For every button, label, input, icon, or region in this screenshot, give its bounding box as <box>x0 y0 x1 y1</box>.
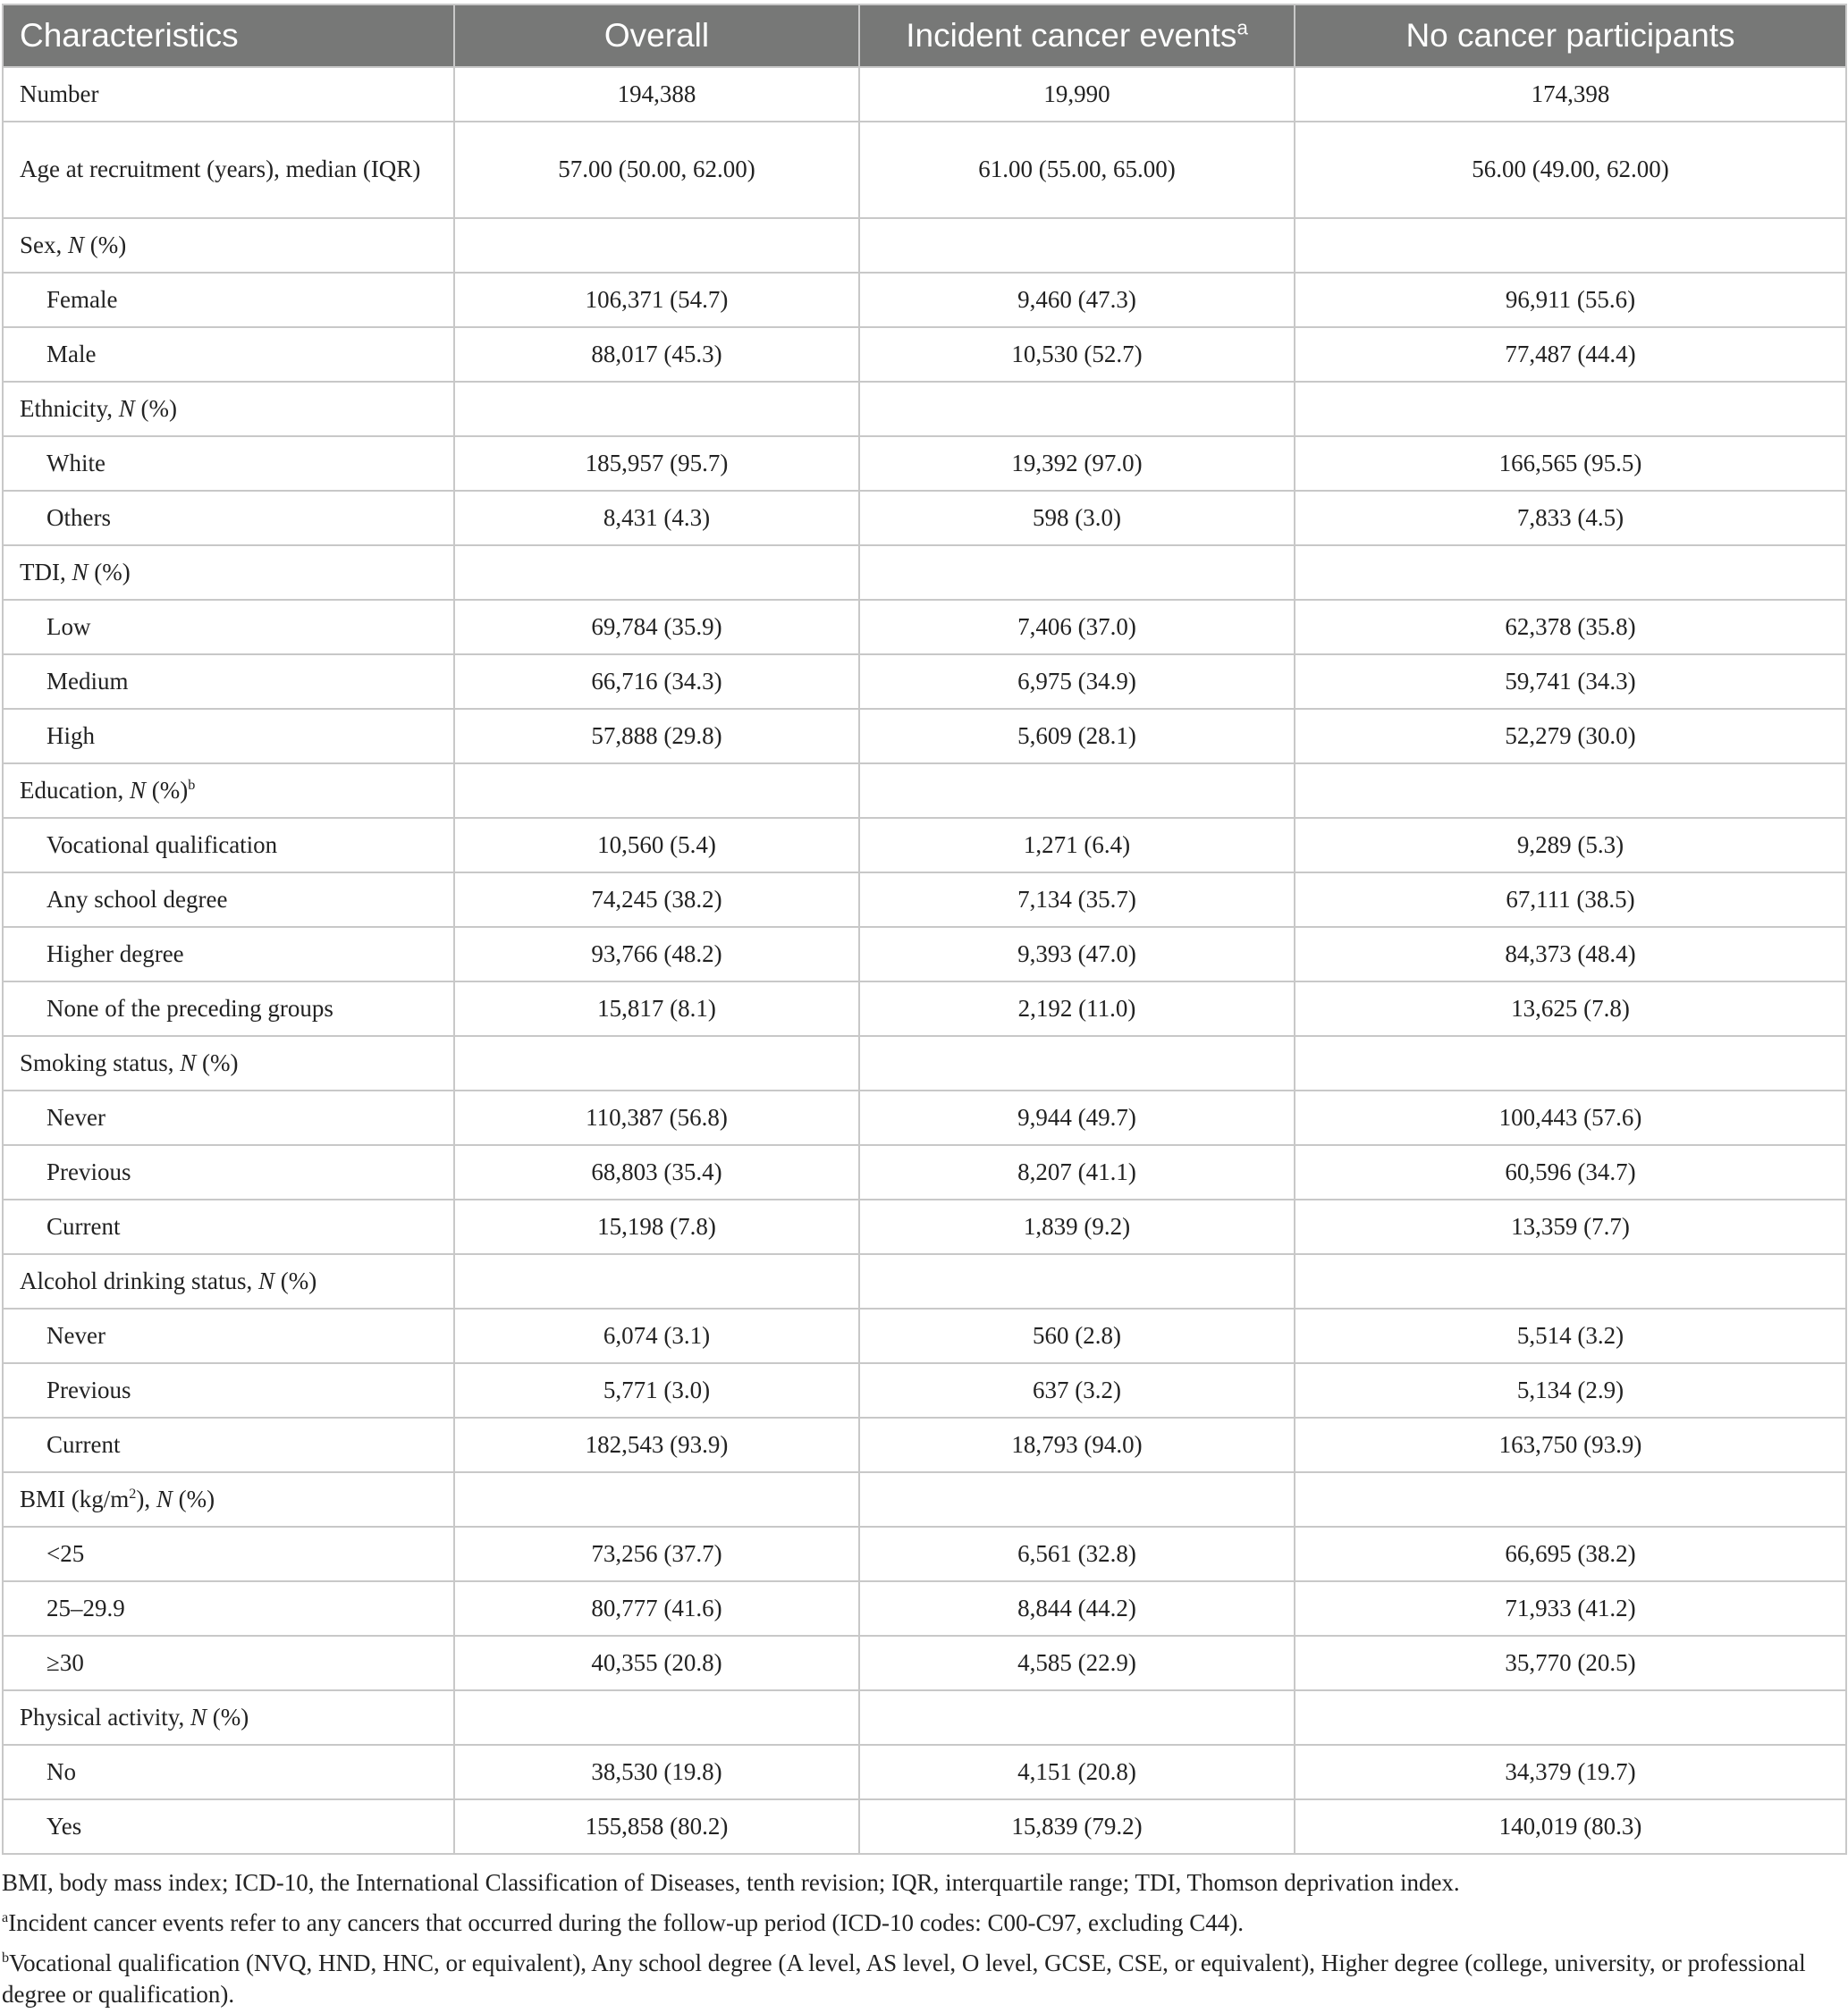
table-footnotes <box>2 1867 1844 2010</box>
cell-overall: 80,777 (41.6) <box>454 1581 859 1636</box>
table-row <box>3 1091 1846 1145</box>
table-row <box>3 818 1846 872</box>
table-row <box>3 1309 1846 1363</box>
table-row <box>3 600 1846 654</box>
cell-no-cancer: 140,019 (80.3) <box>1295 1799 1846 1854</box>
footnote-marker-b: b <box>188 776 196 793</box>
cell-overall: 110,387 (56.8) <box>454 1091 859 1145</box>
cell-incident: 9,460 (47.3) <box>859 273 1295 327</box>
cell-overall: 57.00 (50.00, 62.00) <box>454 122 859 218</box>
row-label: Previous <box>3 1363 454 1418</box>
section-label-sex: Sex, N (%) <box>3 218 454 273</box>
table-row <box>3 67 1846 122</box>
cell-no-cancer: 60,596 (34.7) <box>1295 1145 1846 1200</box>
header-incident-cancer-events <box>859 4 1295 67</box>
row-label: Female <box>3 273 454 327</box>
cell-no-cancer: 71,933 (41.2) <box>1295 1581 1846 1636</box>
cell-incident: 4,585 (22.9) <box>859 1636 1295 1690</box>
table-row <box>3 1200 1846 1254</box>
table-row <box>3 927 1846 981</box>
table-row <box>3 709 1846 763</box>
cell-incident: 4,151 (20.8) <box>859 1745 1295 1799</box>
row-label: Any school degree <box>3 872 454 927</box>
cell-incident: 9,393 (47.0) <box>859 927 1295 981</box>
header-characteristics: Characteristics <box>3 4 454 67</box>
cell-incident: 7,134 (35.7) <box>859 872 1295 927</box>
row-label: ≥30 <box>3 1636 454 1690</box>
table-section-row <box>3 218 1846 273</box>
header-overall: Overall <box>454 4 859 67</box>
cell-incident: 6,975 (34.9) <box>859 654 1295 709</box>
cell-overall: 40,355 (20.8) <box>454 1636 859 1690</box>
section-label-alcohol: Alcohol drinking status, N (%) <box>3 1254 454 1309</box>
cell-no-cancer: 77,487 (44.4) <box>1295 327 1846 382</box>
cell-incident: 1,839 (9.2) <box>859 1200 1295 1254</box>
cell-overall: 74,245 (38.2) <box>454 872 859 927</box>
footnote-marker-a: a <box>1236 16 1248 39</box>
table-row <box>3 1527 1846 1581</box>
row-label: Number <box>3 67 454 122</box>
cell-no-cancer: 174,398 <box>1295 67 1846 122</box>
table-section-row <box>3 763 1846 818</box>
row-label: Never <box>3 1309 454 1363</box>
section-label-physical-activity: Physical activity, N (%) <box>3 1690 454 1745</box>
cell-incident: 18,793 (94.0) <box>859 1418 1295 1472</box>
table-row <box>3 1363 1846 1418</box>
row-label: Others <box>3 491 454 545</box>
table-row <box>3 122 1846 218</box>
cell-incident: 560 (2.8) <box>859 1309 1295 1363</box>
header-no-cancer-participants: No cancer participants <box>1295 4 1846 67</box>
row-label: <25 <box>3 1527 454 1581</box>
table-header-row <box>3 4 1846 67</box>
cell-overall: 5,771 (3.0) <box>454 1363 859 1418</box>
row-label: Previous <box>3 1145 454 1200</box>
section-label-education: Education, N (%)$^b$ <box>3 763 454 818</box>
table-row <box>3 273 1846 327</box>
table-section-row <box>3 1690 1846 1745</box>
cell-overall: 194,388 <box>454 67 859 122</box>
cell-no-cancer: 67,111 (38.5) <box>1295 872 1846 927</box>
cell-incident: 6,561 (32.8) <box>859 1527 1295 1581</box>
cell-incident: 9,944 (49.7) <box>859 1091 1295 1145</box>
row-label: Male <box>3 327 454 382</box>
footnote-b: $^b$Vocational qualification (NVQ, HND, HNC, or equivalent), Any school degree (A level, AS level, O level, GCSE, CSE, or equivalent), Higher degree (college, university, or professional degree or qualification). <box>2 1950 1806 2008</box>
table-row <box>3 1581 1846 1636</box>
cell-overall: 155,858 (80.2) <box>454 1799 859 1854</box>
cell-no-cancer: 34,379 (19.7) <box>1295 1745 1846 1799</box>
cell-no-cancer: 84,373 (48.4) <box>1295 927 1846 981</box>
footnote-a: $^a$Incident cancer events refer to any cancers that occurred during the follow-up period (ICD-10 codes: C00-C97, excluding C44). <box>2 1909 1244 1936</box>
cell-overall: 10,560 (5.4) <box>454 818 859 872</box>
cell-incident: 61.00 (55.00, 65.00) <box>859 122 1295 218</box>
cell-incident: 5,609 (28.1) <box>859 709 1295 763</box>
cell-overall: 66,716 (34.3) <box>454 654 859 709</box>
cell-overall: 68,803 (35.4) <box>454 1145 859 1200</box>
cell-overall: 38,530 (19.8) <box>454 1745 859 1799</box>
row-label: None of the preceding groups <box>3 981 454 1036</box>
cell-overall: 8,431 (4.3) <box>454 491 859 545</box>
cell-overall: 93,766 (48.2) <box>454 927 859 981</box>
row-label: Current <box>3 1200 454 1254</box>
cell-no-cancer: 96,911 (55.6) <box>1295 273 1846 327</box>
row-label: Low <box>3 600 454 654</box>
section-label-bmi: BMI $(kg/m^2)$, N (%) <box>3 1472 454 1527</box>
row-label: Yes <box>3 1799 454 1854</box>
table-section-row <box>3 1036 1846 1091</box>
cell-incident: 15,839 (79.2) <box>859 1799 1295 1854</box>
cell-no-cancer: 100,443 (57.6) <box>1295 1091 1846 1145</box>
cell-incident: 8,844 (44.2) <box>859 1581 1295 1636</box>
row-label: Current <box>3 1418 454 1472</box>
table-row <box>3 1636 1846 1690</box>
row-label: Higher degree <box>3 927 454 981</box>
table-section-row <box>3 1254 1846 1309</box>
cell-overall: 185,957 (95.7) <box>454 436 859 491</box>
table-row <box>3 436 1846 491</box>
cell-incident: 2,192 (11.0) <box>859 981 1295 1036</box>
table-row <box>3 1745 1846 1799</box>
section-label-ethnicity: Ethnicity, N (%) <box>3 382 454 436</box>
cell-overall: 57,888 (29.8) <box>454 709 859 763</box>
row-label: Never <box>3 1091 454 1145</box>
cell-incident: 7,406 (37.0) <box>859 600 1295 654</box>
footnote-abbreviations: BMI, body mass index; ICD-10, the International Classification of Diseases, tenth revision; IQR, interquartile range; TDI, Thomson deprivation index. <box>2 1869 1460 1896</box>
header-incident-text: Incident cancer events <box>906 17 1237 54</box>
cell-incident: 8,207 (41.1) <box>859 1145 1295 1200</box>
cell-overall: 69,784 (35.9) <box>454 600 859 654</box>
table-section-row <box>3 1472 1846 1527</box>
table-row <box>3 327 1846 382</box>
cell-incident: 19,392 (97.0) <box>859 436 1295 491</box>
cell-overall: 182,543 (93.9) <box>454 1418 859 1472</box>
cell-no-cancer: 13,359 (7.7) <box>1295 1200 1846 1254</box>
cell-no-cancer: 163,750 (93.9) <box>1295 1418 1846 1472</box>
cell-incident: 598 (3.0) <box>859 491 1295 545</box>
cell-no-cancer: 59,741 (34.3) <box>1295 654 1846 709</box>
table-section-row <box>3 545 1846 600</box>
table-row <box>3 1799 1846 1854</box>
cell-no-cancer: 66,695 (38.2) <box>1295 1527 1846 1581</box>
table-section-row <box>3 382 1846 436</box>
cell-overall: 15,817 (8.1) <box>454 981 859 1036</box>
row-label: White <box>3 436 454 491</box>
section-label-smoking: Smoking status, N (%) <box>3 1036 454 1091</box>
table-row <box>3 654 1846 709</box>
table-row <box>3 1418 1846 1472</box>
baseline-characteristics-table <box>2 4 1847 1855</box>
cell-no-cancer: 5,514 (3.2) <box>1295 1309 1846 1363</box>
row-label: Medium <box>3 654 454 709</box>
cell-incident: 10,530 (52.7) <box>859 327 1295 382</box>
cell-no-cancer: 9,289 (5.3) <box>1295 818 1846 872</box>
cell-no-cancer: 7,833 (4.5) <box>1295 491 1846 545</box>
table-row <box>3 872 1846 927</box>
cell-incident: 19,990 <box>859 67 1295 122</box>
row-label: No <box>3 1745 454 1799</box>
cell-overall: 106,371 (54.7) <box>454 273 859 327</box>
cell-no-cancer: 62,378 (35.8) <box>1295 600 1846 654</box>
cell-no-cancer: 35,770 (20.5) <box>1295 1636 1846 1690</box>
row-label: 25–29.9 <box>3 1581 454 1636</box>
cell-overall: 6,074 (3.1) <box>454 1309 859 1363</box>
table-row <box>3 491 1846 545</box>
cell-overall: 73,256 (37.7) <box>454 1527 859 1581</box>
cell-overall: 88,017 (45.3) <box>454 327 859 382</box>
cell-overall: 15,198 (7.8) <box>454 1200 859 1254</box>
cell-no-cancer: 5,134 (2.9) <box>1295 1363 1846 1418</box>
table-row <box>3 981 1846 1036</box>
row-label: Vocational qualification <box>3 818 454 872</box>
cell-no-cancer: 52,279 (30.0) <box>1295 709 1846 763</box>
cell-no-cancer: 13,625 (7.8) <box>1295 981 1846 1036</box>
cell-incident: 1,271 (6.4) <box>859 818 1295 872</box>
table-row <box>3 1145 1846 1200</box>
row-label: Age at recruitment (years), median (IQR) <box>3 122 454 218</box>
cell-no-cancer: 56.00 (49.00, 62.00) <box>1295 122 1846 218</box>
row-label: High <box>3 709 454 763</box>
cell-no-cancer: 166,565 (95.5) <box>1295 436 1846 491</box>
cell-incident: 637 (3.2) <box>859 1363 1295 1418</box>
section-label-tdi: TDI, N (%) <box>3 545 454 600</box>
